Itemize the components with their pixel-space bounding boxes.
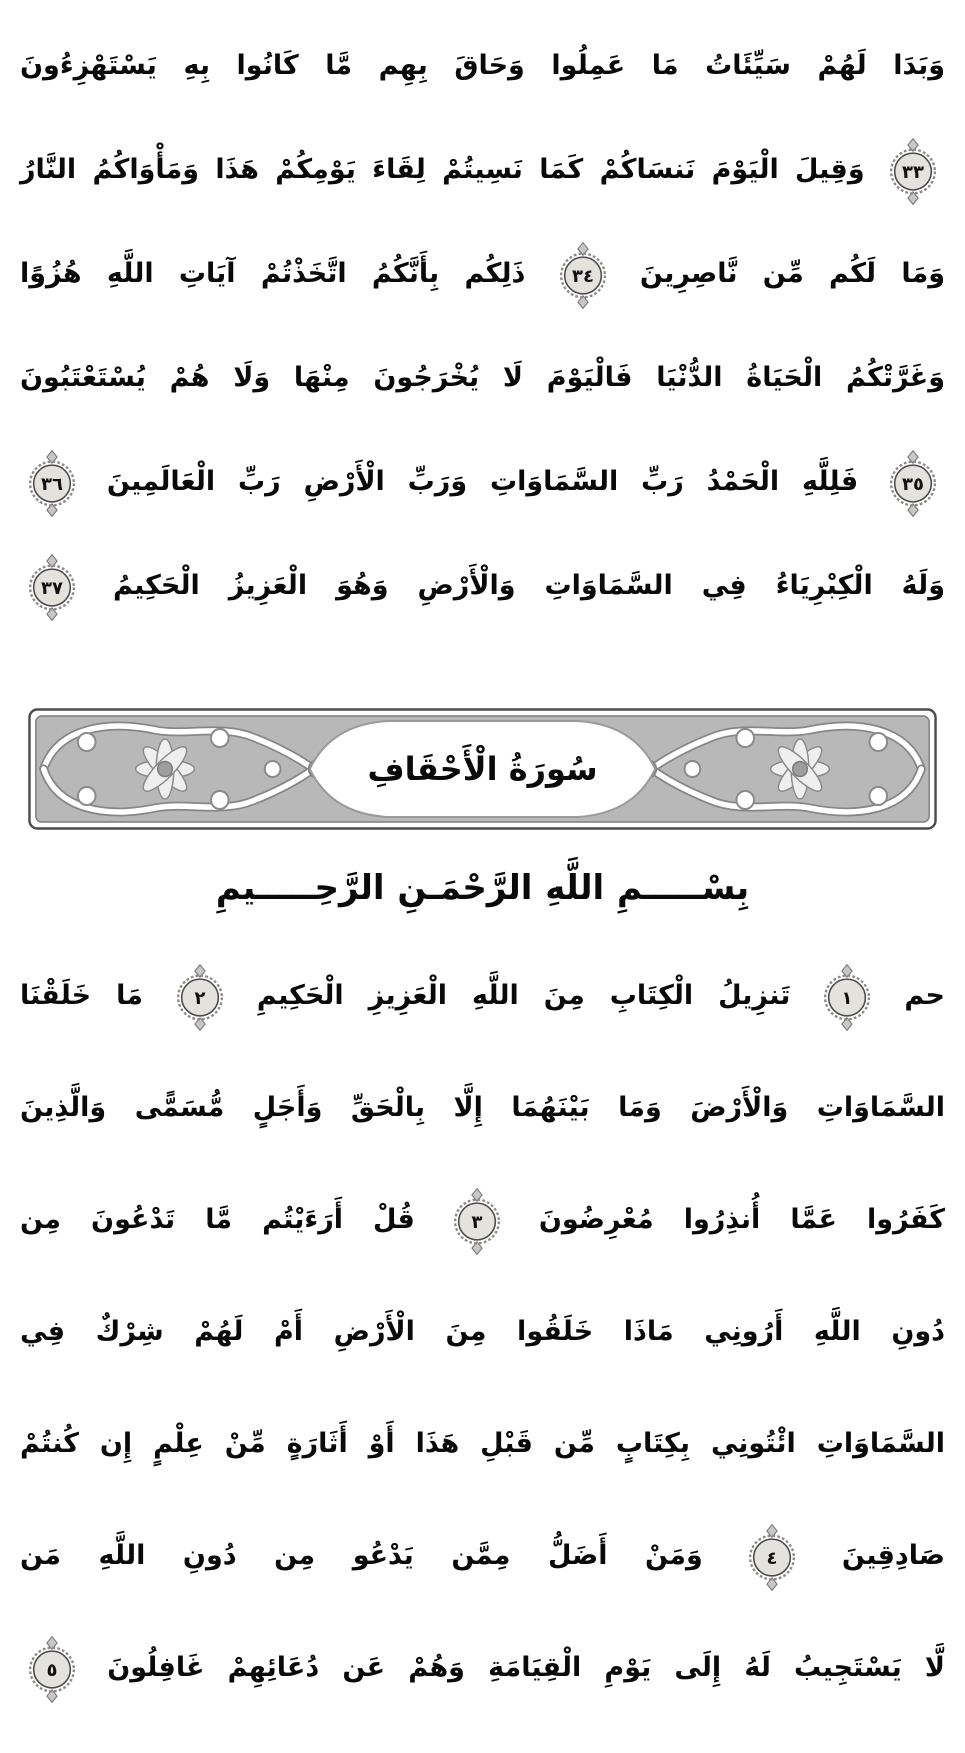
ayah-text: وَغَرَّتْكُمُ الْحَيَاةُ الدُّنْيَا فَالْيَوْمَ لَا يُخْرَجُونَ مِنْهَا وَلَا هُمْ يُسْتَعْتَبُونَ <box>20 362 945 393</box>
banner-cartouche <box>310 721 655 817</box>
ayah-end-marker <box>888 119 938 223</box>
ayah-number: ٣٧ <box>41 577 63 599</box>
ayah-text: كَفَرُوا عَمَّا أُنذِرُوا مُعْرِضُونَ <box>538 1204 945 1235</box>
ayah-end-marker <box>27 535 77 639</box>
ayah-end-marker <box>452 1165 502 1277</box>
ayah-end-marker <box>822 941 872 1053</box>
ayah-text: لَّا يَسْتَجِيبُ لَهُ إِلَى يَوْمِ الْقِيَامَةِ وَهُمْ عَن دُعَائِهِمْ غَافِلُونَ <box>107 1652 945 1683</box>
ayah-line <box>12 1388 953 1500</box>
ayah-number: ٣٦ <box>41 473 63 495</box>
ayah-line <box>12 1500 953 1612</box>
ayah-line <box>12 940 953 1052</box>
ayah-text: قُلْ أَرَءَيْتُم مَّا تَدْعُونَ مِن <box>20 1204 415 1235</box>
ayah-text: السَّمَاوَاتِ وَالْأَرْضَ وَمَا بَيْنَهُمَا إِلَّا بِالْحَقِّ وَأَجَلٍ مُّسَمًّى وَالَّذِينَ <box>20 1092 945 1123</box>
surah-title: سُورَةُ الْأَحْقَافِ <box>367 750 598 788</box>
ayah-text: وَقِيلَ الْيَوْمَ نَنسَاكُمْ كَمَا نَسِيتُمْ لِقَاءَ يَوْمِكُمْ هَذَا وَمَأْوَاكُمُ النَّارُ <box>20 154 865 185</box>
ayah-number: ٢ <box>194 987 206 1009</box>
surah-title-banner <box>28 708 937 830</box>
ayah-text: السَّمَاوَاتِ ائْتُونِي بِكِتَابٍ مِّن قَبْلِ هَذَا أَوْ أَثَارَةٍ مِّنْ عِلْمٍ إِن كُنتُمْ <box>20 1428 945 1459</box>
ayah-text: وَمَنْ أَضَلُّ مِمَّن يَدْعُو مِن دُونِ اللَّهِ مَن <box>20 1540 703 1571</box>
ayah-number: ٣ <box>471 1211 483 1233</box>
ayah-end-marker <box>888 431 938 535</box>
ayah-line <box>12 118 953 222</box>
ayah-text: دُونِ اللَّهِ أَرُونِي مَاذَا خَلَقُوا مِنَ الْأَرْضِ أَمْ لَهُمْ شِرْكٌ فِي <box>20 1316 945 1347</box>
ayah-number: ٤ <box>766 1547 778 1569</box>
ayah-text: صَادِقِينَ <box>841 1540 946 1571</box>
ayah-end-marker <box>175 941 225 1053</box>
ayah-text: حم <box>904 980 946 1011</box>
ayah-text: مَا خَلَقْنَا <box>20 980 143 1011</box>
ayah-line <box>12 1164 953 1276</box>
ayah-lines-before-banner <box>12 14 953 638</box>
banner-ornament-frame <box>28 708 937 830</box>
ayah-text: وَبَدَا لَهُمْ سَيِّئَاتُ مَا عَمِلُوا وَحَاقَ بِهِم مَّا كَانُوا بِهِ يَسْتَهْزِءُونَ <box>20 50 945 81</box>
ayah-number: ٣٥ <box>902 473 924 495</box>
ayah-end-marker <box>27 431 77 535</box>
ayah-line <box>12 326 953 430</box>
ayah-text: تَنزِيلُ الْكِتَابِ مِنَ اللَّهِ الْعَزِيزِ الْحَكِيمِ <box>256 980 791 1011</box>
ayah-text: ذَلِكُم بِأَنَّكُمُ اتَّخَذْتُمْ آيَاتِ اللَّهِ هُزُوًا <box>20 258 526 289</box>
ayah-line <box>12 1612 953 1724</box>
ayah-line <box>12 1276 953 1388</box>
ayah-lines-after-banner <box>12 940 953 1724</box>
ayah-line <box>12 14 953 118</box>
ayah-text: وَلَهُ الْكِبْرِيَاءُ فِي السَّمَاوَاتِ وَالْأَرْضِ وَهُوَ الْعَزِيزُ الْحَكِيمُ <box>112 570 945 601</box>
ayah-text: وَمَا لَكُم مِّن نَّاصِرِينَ <box>639 258 945 289</box>
ayah-number: ٣٤ <box>571 265 594 287</box>
ayah-line <box>12 1052 953 1164</box>
ayah-end-marker <box>558 223 608 327</box>
ayah-line <box>12 430 953 534</box>
ayah-text: فَلِلَّهِ الْحَمْدُ رَبِّ السَّمَاوَاتِ وَرَبِّ الْأَرْضِ رَبِّ الْعَالَمِينَ <box>106 466 859 497</box>
ayah-number: ٥ <box>46 1659 58 1681</box>
ayah-line <box>12 222 953 326</box>
ayah-end-marker <box>27 1613 77 1725</box>
basmala-line: بِسْـــــمِ اللَّهِ الرَّحْمَـنِ الرَّحِـــــيمِ <box>215 868 750 908</box>
ayah-line <box>12 534 953 638</box>
ayah-end-marker <box>747 1501 797 1613</box>
ayah-number: ٣٣ <box>902 161 924 183</box>
ayah-number: ١ <box>841 987 853 1009</box>
